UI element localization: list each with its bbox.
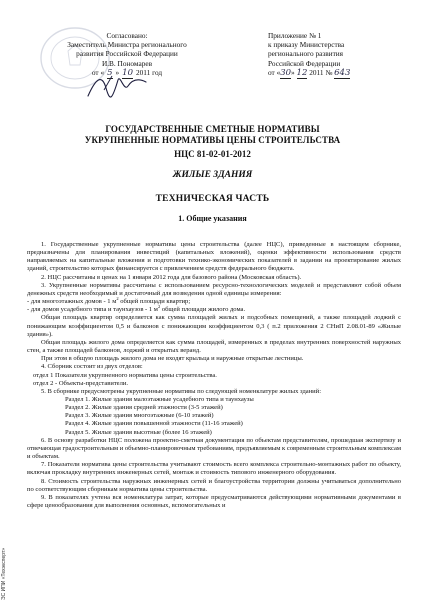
paragraph-3: 3. Укрупненные нормативы рассчитаны с использованием ресурсно-технологических моделей и представляют собой объем денежных средств необходимый и достаточный для возведения одной единицы измерения: [27, 281, 401, 297]
ministry-name-line1: регионального развития [268, 49, 344, 59]
order-number: 643 [334, 67, 351, 78]
approval-signatory-name: И.В. Пономарев [101, 58, 153, 68]
order-date: от «30» 12 2011 № 643 [268, 67, 351, 78]
approval-organization: развития Российской Федерации [76, 49, 178, 59]
paragraph-5: 5. В сборнике предусмотрены укрупненные нормативы по следующей номенклатуре жилых зданий: [41, 387, 322, 395]
title-line-2: УКРУПНЕННЫЕ НОРМАТИВЫ ЦЕНЫ СТРОИТЕЛЬСТВА [84, 135, 341, 145]
approval-date-month: 10 [122, 67, 133, 78]
appendix-label: Приложение № 1 [268, 31, 322, 40]
section-item-2: Раздел 2. Жилые здания средней этажности (3-5 этажей) [65, 404, 223, 412]
part-heading: ТЕХНИЧЕСКАЯ ЧАСТЬ [155, 194, 270, 204]
ministry-name-line2: Российской Федерации [268, 58, 341, 68]
section-item-5: Раздел 5. Жилые здания высотные (более 16 этажей) [65, 428, 212, 436]
approval-block-right [268, 31, 398, 79]
side-stamp-text: ЭС ИПИ «Техэксперт» [1, 547, 7, 600]
paragraph-7: 7. Показатели норматива цены строительства учитывают стоимость всего комплекса строительно-монтажных работ по объекту, включая прокладку внутренних инженерных сетей, монтаж и стоимость типового инженерного оборудования. [27, 461, 401, 477]
paragraph-8: 8. Стоимость строительства наружных инженерных сетей и благоустройства территории должны учитываться дополнительно по соответствующим сборникам норматива цены строительства. [27, 477, 401, 493]
list-item-cottage: - для домов усадебного типа и таунхаузов - 1 $м^2$ общей площади жилого дома. [27, 304, 246, 314]
order-reference: к приказу Министерства [268, 40, 345, 50]
paragraph-house-area: Общая площадь жилого дома определяется как сумма площадей, измеренных в пределах внутренних поверхностей наружных стен, а также площадей балконов, лоджий и открытых веранд. [27, 338, 401, 355]
list-item-multistorey: - для многоэтажных домов - 1 $м^2$ общей площади квартир; [27, 295, 191, 306]
paragraph-6: 6. В основу разработки НЦС положена проектно-сметная документация по объектам представителям, прошедшая экспертизу и отвечающая градостроительным и объемно-планировочным требованиям, предъявляемым к современным строительным комплексам и объектам. [27, 436, 401, 461]
section-item-4: Раздел 4. Жилые здания повышенной этажности (11-16 этажей) [65, 420, 243, 428]
order-date-month: 12 [296, 67, 308, 78]
paragraph-4: 4. Сборник состоит из двух отделов: [41, 363, 143, 371]
approval-position: Заместитель Министра регионального [67, 40, 187, 50]
document-title-block [0, 124, 425, 223]
division-1: отдел 1 Показатели укрупненного норматива цены строительства. [33, 371, 217, 379]
document-body [27, 241, 401, 510]
order-date-day: 30 [280, 67, 292, 78]
approval-date-left: от « 5 » 10 2011 год [91, 67, 163, 78]
section-item-1: Раздел 1. Жилые здания малоэтажные усадебного типа и таунхаузы [65, 395, 254, 403]
paragraph-1: 1. Государственные укрупненные нормативы цены строительства (далее НЦС), приведенные в настоящем сборнике, предназначены для планирования инвестиций (капитальных вложений), оценки эффективности использования средств направляемых на капитальные вложения и подготовки технико-экономических показателей в задании на проектирование жилых зданий, строительство которых финансируется с привлечением средств федерального бюджета. [27, 241, 401, 273]
document-subtitle: ЖИЛЫЕ ЗДАНИЯ [172, 170, 253, 180]
standard-code: НЦС 81-02-01-2012 [174, 149, 251, 159]
section-heading: 1. Общие указания [178, 214, 247, 223]
order-date-year: 2011 № [309, 67, 333, 77]
approval-date-year: 2011 год [136, 67, 163, 77]
approval-heading: Согласовано: [106, 31, 148, 40]
paragraph-apartment-area: Общая площадь квартир определяется как сумма площадей жилых и подсобных помещений, а также площадей лоджий с понижающим коэффициентом 0,5 и балконов с понижающим коэффициентом 0,3 ( п.2 приложения 2 СНиП 2.08.01-89 «Жилые здания»). [27, 314, 401, 338]
section-item-3: Раздел 3. Жилые здания многоэтажные (6-10 этажей) [65, 412, 214, 420]
paragraph-2: 2. НЦС рассчитаны в ценах на 1 января 2012 года для базового района (Московская область). [41, 273, 302, 281]
division-2: отдел 2 - Объекты-представители. [33, 379, 128, 387]
title-line-1: ГОСУДАРСТВЕННЫЕ СМЕТНЫЕ НОРМАТИВЫ [105, 124, 320, 134]
paragraph-exclusions: При этом в общую площадь жилого дома не входят крыльца и наружные открытые лестницы. [41, 355, 304, 363]
paragraph-9: 9. В показателях учтена вся номенклатура затрат, которые предусматриваются действующими нормативными документами в сфере ценообразования для выполнения основных, вспомогательных и [27, 493, 401, 509]
approval-date-day: 5 [107, 67, 113, 78]
